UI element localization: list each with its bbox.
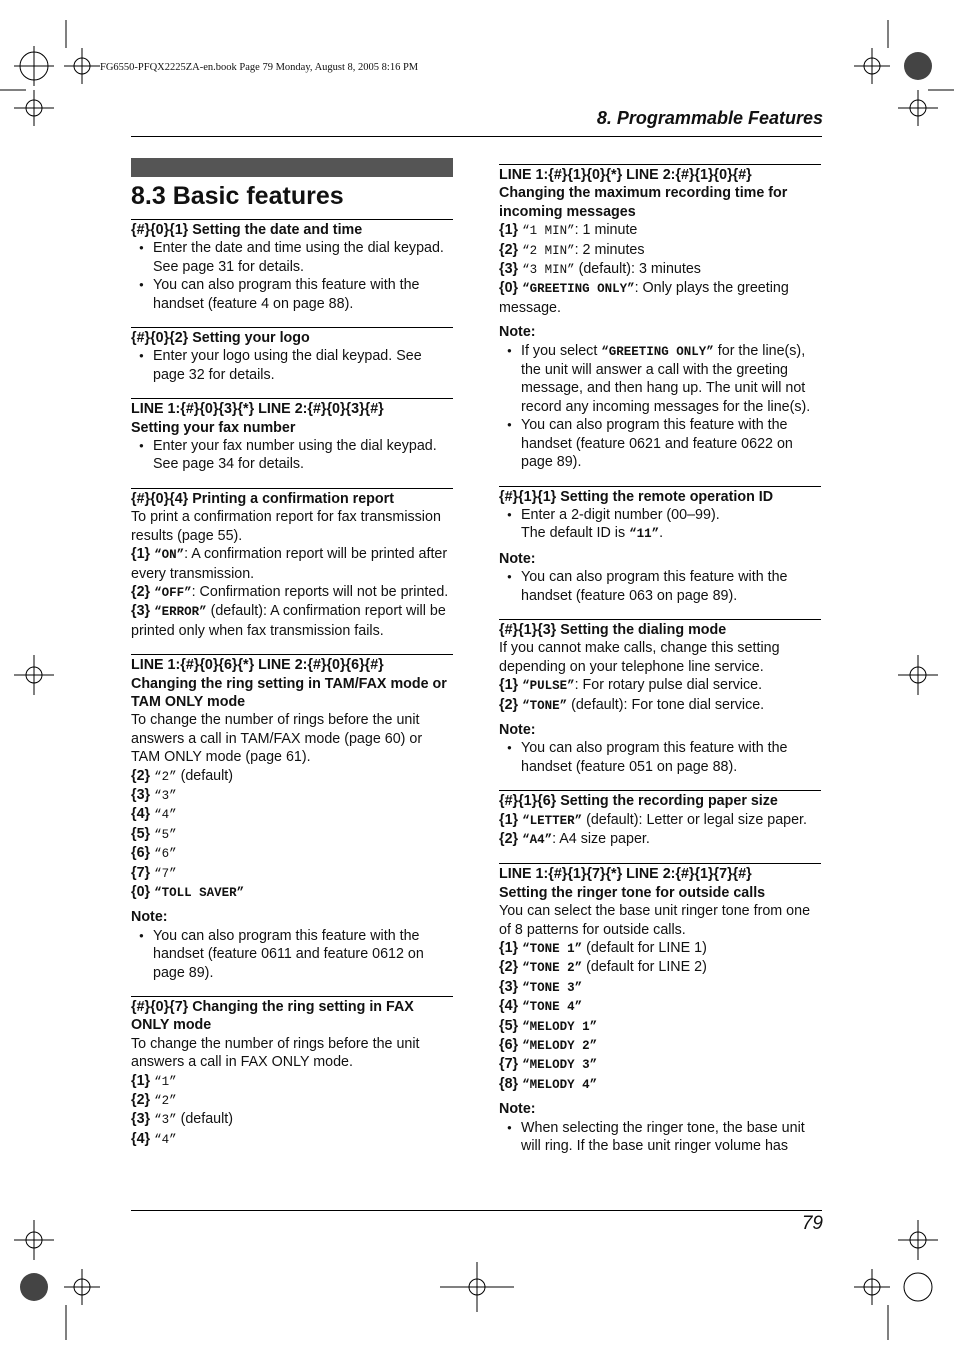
option-key: {2} <box>131 767 151 784</box>
bullet: ● You can also program this feature with the handset (feature 4 on page 88). <box>131 276 453 313</box>
note-label: Note: <box>131 909 168 926</box>
option-text: : 2 minutes <box>574 241 645 258</box>
bullet: ● You can also program this feature with the handset (feature 0611 and feature 0612 on page 89). <box>131 927 453 982</box>
option-value: “TONE 3” <box>522 980 583 995</box>
bullet: ● Enter your fax number using the dial keypad. See page 34 for details. <box>131 437 453 474</box>
option-text: (default): For tone dial service. <box>567 696 765 713</box>
option <box>499 997 821 1016</box>
option <box>499 1017 821 1036</box>
option-value: “1” <box>154 1074 177 1089</box>
left-column <box>131 158 453 1149</box>
option <box>499 241 821 260</box>
section-heading: LINE 1:{#}{0}{6}{*} LINE 2:{#}{0}{6}{#} <box>131 657 384 674</box>
option-value: “3” <box>154 788 177 803</box>
option-value: “OFF” <box>154 585 192 600</box>
note-label: Note: <box>499 1101 536 1118</box>
option-text: : Confirmation reports will not be printed. <box>191 583 449 600</box>
option <box>499 1036 821 1055</box>
option-value: “A4” <box>522 833 553 847</box>
right-column <box>499 164 821 1156</box>
option-key: {4} <box>131 806 151 823</box>
option-value: “5” <box>154 827 177 842</box>
option-value: “3” <box>154 1113 177 1128</box>
option <box>131 883 453 902</box>
option-value: “TONE 4” <box>522 1000 583 1015</box>
option-key: {6} <box>499 1037 519 1054</box>
option-text: (default): A confirmation report will be printed only when fax transmission fails. <box>131 603 446 639</box>
option <box>131 786 453 805</box>
option-value: “2” <box>154 1094 177 1109</box>
option-text: : Only plays the greeting message. <box>499 280 789 316</box>
option <box>131 602 453 640</box>
option-key: {2} <box>499 959 519 976</box>
note-label: Note: <box>499 324 536 341</box>
option-key: {4} <box>499 998 519 1015</box>
option-value: “MELODY 3” <box>522 1058 598 1073</box>
bullet-continuation <box>499 524 821 543</box>
option-value: “MELODY 1” <box>522 1019 598 1034</box>
option-key: {2} <box>131 583 151 600</box>
option-key: {0} <box>131 884 151 900</box>
option-key: {1} <box>131 546 151 563</box>
option-key: {0} <box>499 280 519 297</box>
note-label: Note: <box>499 550 536 567</box>
option-key: {2} <box>499 241 519 258</box>
option <box>499 958 821 977</box>
option-text: (default) <box>176 1111 234 1128</box>
option-key: {1} <box>499 940 519 957</box>
section-subheading: Setting your fax number <box>131 419 296 436</box>
option-key: {3} <box>131 786 151 803</box>
option-key: {1} <box>499 222 519 239</box>
option-key: {2} <box>131 1092 151 1109</box>
bullet-text: . <box>659 525 664 542</box>
section-heading: {#}{1}{6} Setting the recording paper size <box>499 793 778 810</box>
footer-rule <box>131 1210 822 1211</box>
option-key: {6} <box>131 845 151 862</box>
option-value: “1 MIN” <box>522 224 575 239</box>
bullet: ● You can also program this feature with the handset (feature 063 on page 89). <box>499 568 821 605</box>
bullet <box>499 342 821 417</box>
section-dialing-mode <box>499 619 821 776</box>
option <box>131 844 453 863</box>
section-subheading: Setting the ringer tone for outside calls <box>499 884 766 901</box>
section-intro: If you cannot make calls, change this setting depending on your telephone line service. <box>499 640 780 675</box>
option-value: “2 MIN” <box>522 243 575 258</box>
section-heading: {#}{0}{4} Printing a confirmation report <box>131 490 394 507</box>
option-key: {2} <box>499 831 519 847</box>
section-paper-size <box>499 790 821 849</box>
option-value: “3 MIN” <box>522 263 575 278</box>
page-title: 8.3 Basic features <box>131 182 344 210</box>
option-value: “6” <box>154 847 177 862</box>
option <box>131 545 453 583</box>
option <box>499 939 821 958</box>
option <box>131 1130 453 1149</box>
option-value: “ON” <box>154 548 185 563</box>
note-label: Note: <box>499 721 536 738</box>
option-key: {3} <box>499 978 519 995</box>
section-subheading: Changing the ring setting in TAM/FAX mode or TAM ONLY mode <box>131 675 447 710</box>
option-value: “MELODY 2” <box>522 1039 598 1054</box>
option <box>131 1072 453 1091</box>
section-heading: LINE 1:{#}{1}{0}{*} LINE 2:{#}{1}{0}{#} <box>499 167 752 183</box>
bullet: ● Enter your logo using the dial keypad. See page 32 for details. <box>131 347 453 384</box>
section-intro: To print a confirmation report for fax transmission results (page 55). <box>131 509 441 544</box>
bullet-value: “11” <box>629 527 660 542</box>
header-rule <box>131 136 822 137</box>
option-text: : For rotary pulse dial service. <box>574 677 763 694</box>
option <box>131 583 453 602</box>
bullet: ● You can also program this feature with the handset (feature 0621 and feature 0622 on page 89). <box>499 416 821 471</box>
option-key: {4} <box>131 1130 151 1147</box>
option <box>131 864 453 883</box>
bullet-value: “GREETING ONLY” <box>601 344 714 359</box>
section-heading: {#}{0}{2} Setting your logo <box>131 330 310 347</box>
option <box>499 978 821 997</box>
option-text: : A confirmation report will be printed after every transmission. <box>131 546 448 582</box>
option-value: “7” <box>154 866 177 881</box>
option <box>131 767 453 786</box>
option-key: {1} <box>499 677 519 694</box>
option-text: (default for LINE 1) <box>582 940 707 957</box>
section-heading: {#}{1}{1} Setting the remote operation ID <box>499 488 774 505</box>
bullet: ● Enter the date and time using the dial keypad. See page 31 for details. <box>131 239 453 276</box>
option-key: {3} <box>131 1111 151 1128</box>
option-key: {2} <box>499 696 519 713</box>
section-fax-number <box>131 398 453 474</box>
option-value: “LETTER” <box>522 813 583 828</box>
option <box>499 279 821 317</box>
section-confirmation-report <box>131 488 453 640</box>
option-value: “TONE 1” <box>522 942 583 957</box>
title-bar <box>131 158 453 177</box>
option-value: “TONE 2” <box>522 961 583 976</box>
section-intro: To change the number of rings before the unit answers a call in FAX ONLY mode. <box>131 1035 420 1071</box>
option-text: (default) <box>176 767 234 784</box>
option-text: : A4 size paper. <box>552 831 650 847</box>
option <box>499 1055 821 1074</box>
option-value: “TONE” <box>522 698 568 713</box>
section-recording-time <box>499 164 821 472</box>
section-intro: To change the number of rings before the unit answers a call in TAM/FAX mode (page 60) or TAM ONLY mode (page 61). <box>131 712 423 766</box>
bullet-text: for the line(s), the unit will answer a call with the greeting message, and then hang up. The unit will not record any incoming messages for the line(s). <box>521 342 811 415</box>
book-info-line: FG6550-PFQX2225ZA-en.book Page 79 Monday, August 8, 2005 8:16 PM <box>100 62 419 73</box>
section-ring-fax-only <box>131 996 453 1149</box>
option-text: (default): Letter or legal size paper. <box>582 811 807 828</box>
option-value: “4” <box>154 808 177 823</box>
option-value: “TOLL SAVER” <box>154 886 245 900</box>
section-heading: LINE 1:{#}{0}{3}{*} LINE 2:{#}{0}{3}{#} <box>131 401 384 418</box>
option-key: {5} <box>499 1017 519 1034</box>
option-value: “MELODY 4” <box>522 1077 598 1092</box>
section-heading: {#}{1}{3} Setting the dialing mode <box>499 621 727 638</box>
option <box>499 811 821 830</box>
option-key: {5} <box>131 825 151 842</box>
option <box>131 1110 453 1129</box>
option <box>499 221 821 240</box>
option <box>499 696 821 715</box>
option-text: (default): 3 minutes <box>574 261 701 278</box>
section-heading: {#}{0}{1} Setting the date and time <box>131 222 363 238</box>
section-ringer-tone <box>499 863 821 1155</box>
section-date-time <box>131 219 453 313</box>
option-value: “2” <box>154 769 177 784</box>
section-ring-tam <box>131 654 453 982</box>
option-value: “GREETING ONLY” <box>522 282 635 297</box>
option-key: {8} <box>499 1075 519 1092</box>
bullet-text: If you select <box>521 342 602 359</box>
option <box>131 825 453 844</box>
section-logo <box>131 327 453 384</box>
section-subheading: Changing the maximum recording time for incoming messages <box>499 185 788 220</box>
section-heading: {#}{0}{7} Changing the ring setting in FAX ONLY mode <box>131 999 414 1034</box>
bullet-text: The default ID is <box>521 525 630 542</box>
option-value: “PULSE” <box>522 679 575 694</box>
option <box>499 1075 821 1094</box>
option-key: {3} <box>499 261 519 278</box>
bullet: ● When selecting the ringer tone, the base unit will ring. If the base unit ringer volume has <box>499 1119 821 1156</box>
option-text: : 1 minute <box>574 222 638 239</box>
option-key: {7} <box>131 864 151 881</box>
option-key: {1} <box>131 1072 151 1089</box>
option-value: “4” <box>154 1132 177 1147</box>
option-key: {1} <box>499 811 519 828</box>
option-key: {7} <box>499 1056 519 1073</box>
option <box>499 830 821 849</box>
option <box>499 260 821 279</box>
section-intro: You can select the base unit ringer tone from one of 8 patterns for outside calls. <box>499 903 811 938</box>
page-number: 79 <box>801 1213 823 1234</box>
bullet: ● You can also program this feature with the handset (feature 051 on page 88). <box>499 739 821 776</box>
option-value: “ERROR” <box>154 605 207 620</box>
bullet: ● Enter a 2-digit number (00–99). <box>499 506 821 524</box>
section-heading: LINE 1:{#}{1}{7}{*} LINE 2:{#}{1}{7}{#} <box>499 866 752 883</box>
option <box>131 805 453 824</box>
option-key: {3} <box>131 603 151 620</box>
option <box>499 676 821 695</box>
option <box>131 1091 453 1110</box>
chapter-heading: 8. Programmable Features <box>596 108 823 128</box>
option-text: (default for LINE 2) <box>582 959 707 976</box>
section-remote-id <box>499 486 821 605</box>
